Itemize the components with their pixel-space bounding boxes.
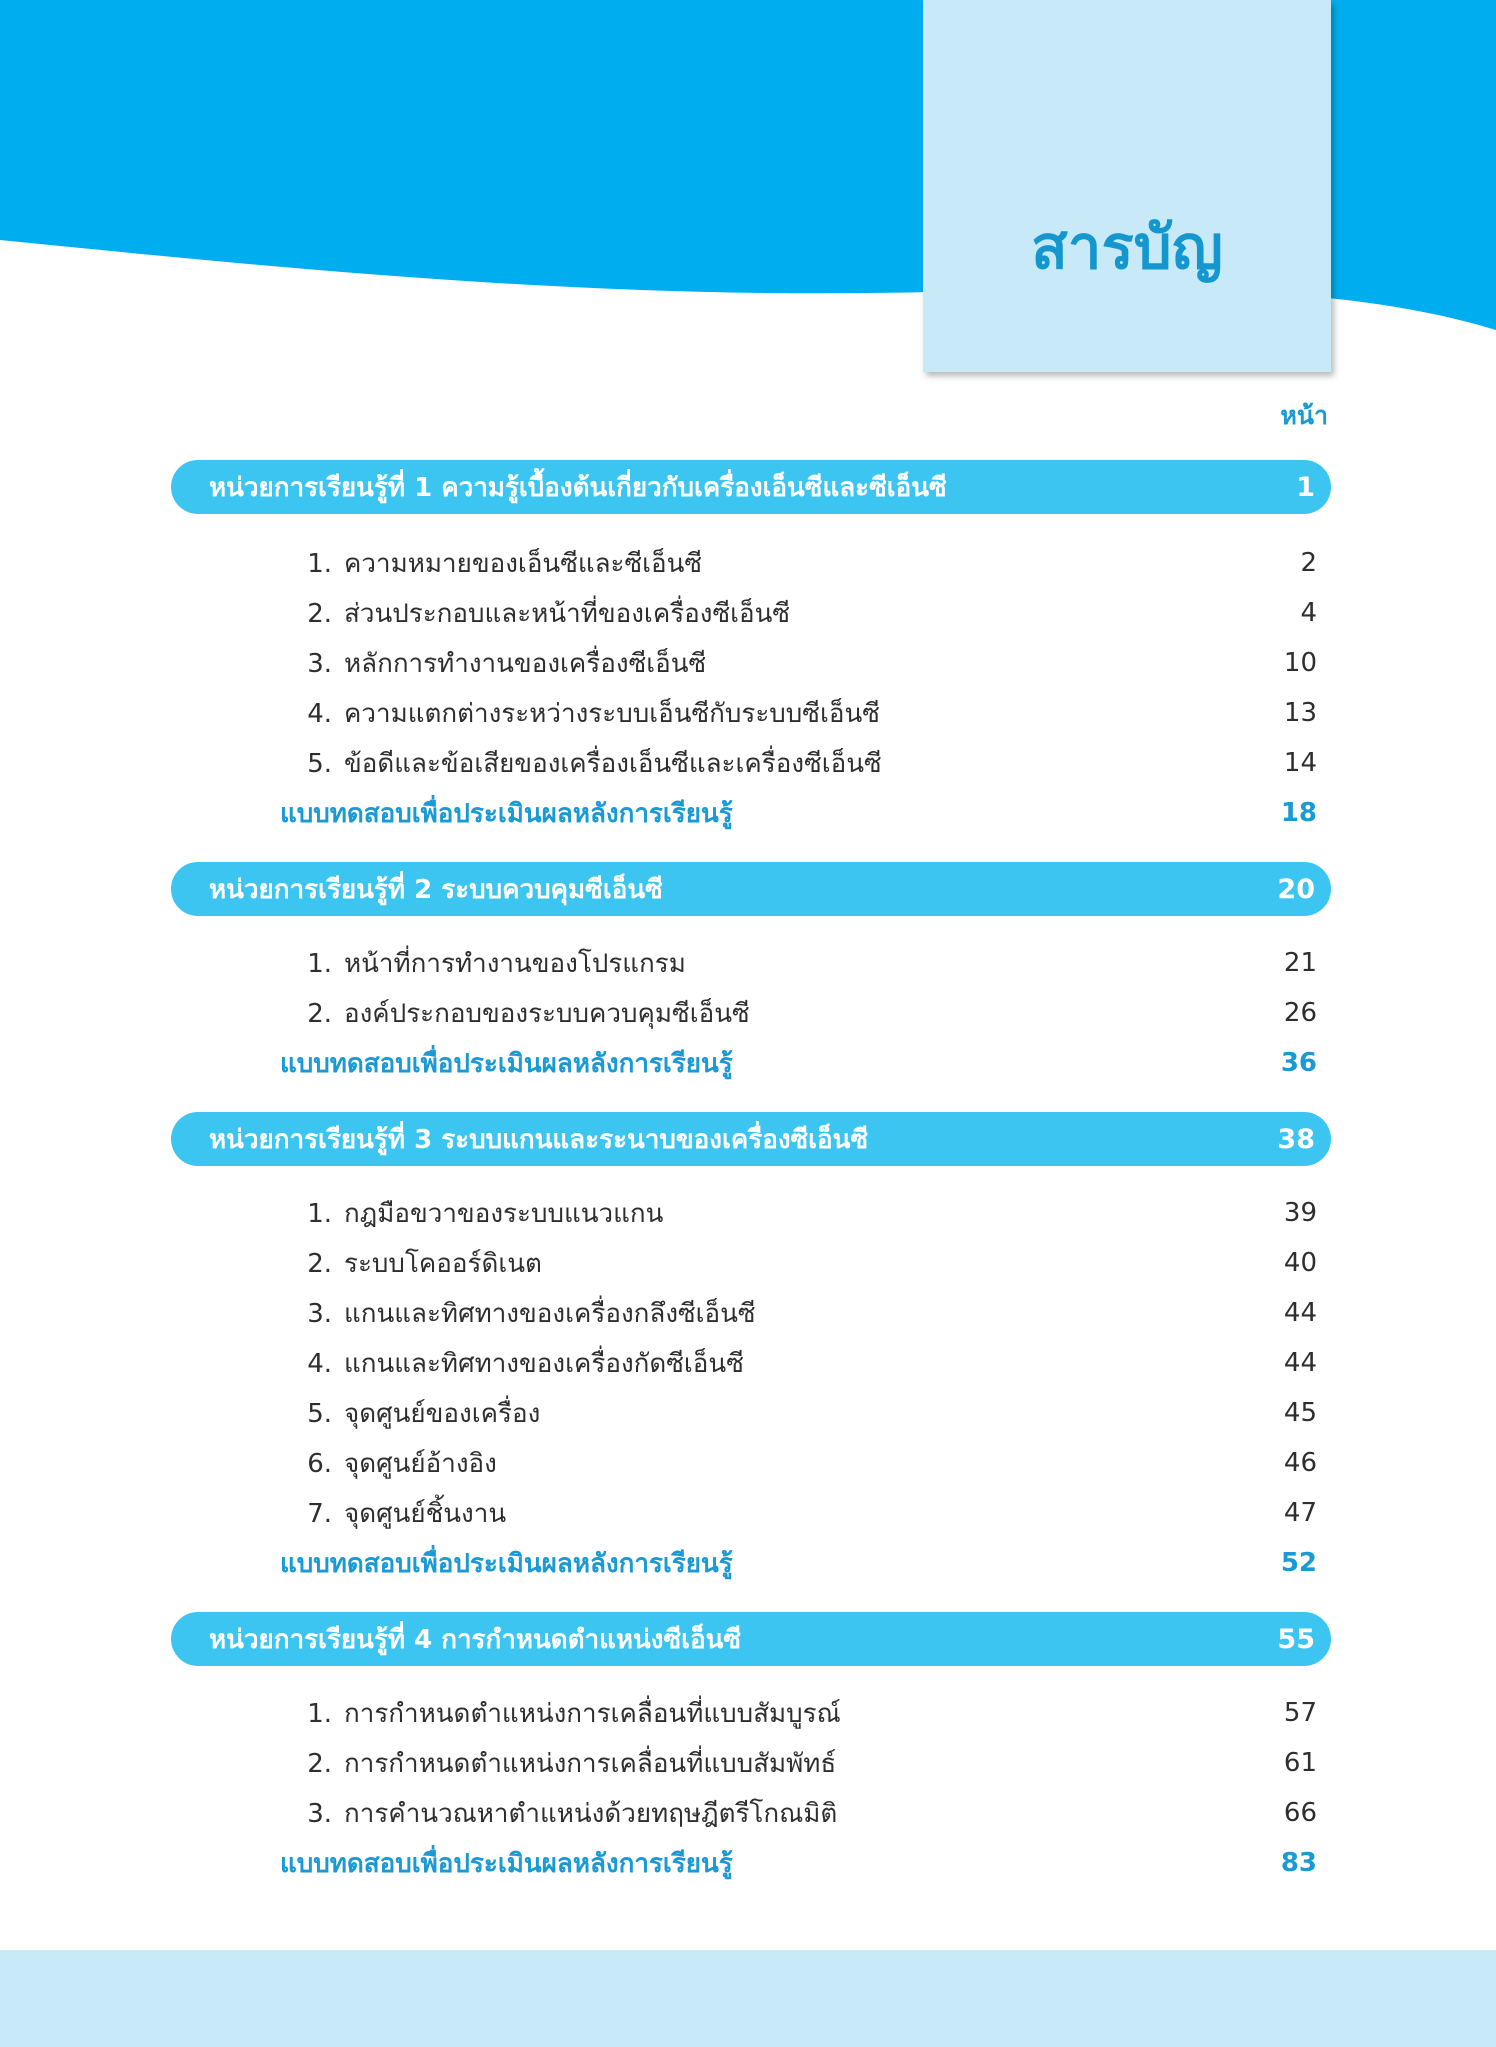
item-text: ความแตกต่างระหว่างระบบเอ็นซีกับระบบซีเอ็นซี [344, 698, 880, 729]
quiz-page: 83 [1280, 1848, 1317, 1878]
toc-item[interactable] [290, 540, 1317, 586]
item-text: ส่วนประกอบและหน้าที่ของเครื่องซีเอ็นซี [344, 598, 791, 629]
item-page: 66 [1283, 1798, 1317, 1828]
page-title: สารบัญ [1031, 213, 1223, 283]
toc-item[interactable] [290, 1740, 1317, 1786]
item-number: 1. [307, 948, 332, 979]
item-number: 5. [307, 748, 332, 779]
item-number: 2. [307, 1748, 332, 1779]
item-page: 39 [1283, 1198, 1317, 1228]
unit-1-header[interactable] [171, 460, 1331, 514]
item-text: ข้อดีและข้อเสียของเครื่องเอ็นซีและเครื่องซีเอ็นซี [344, 748, 882, 779]
item-text: ระบบโคออร์ดิเนต [344, 1248, 542, 1279]
item-number: 1. [307, 1198, 332, 1229]
toc-item[interactable] [290, 1440, 1317, 1486]
item-number: 3. [307, 648, 332, 679]
item-text: หลักการทำงานของเครื่องซีเอ็นซี [344, 648, 707, 679]
toc-item[interactable] [290, 1490, 1317, 1536]
unit-title: หน่วยการเรียนรู้ที่ 1 ความรู้เบื้องต้นเกี่ยวกับเครื่องเอ็นซีและซีเอ็นซี [209, 472, 947, 503]
unit-3-header[interactable] [171, 1112, 1331, 1166]
item-text: การกำหนดตำแหน่งการเคลื่อนที่แบบสัมพัทธ์ [344, 1748, 837, 1779]
item-text: แกนและทิศทางของเครื่องกัดซีเอ็นซี [344, 1348, 744, 1379]
quiz-page: 36 [1280, 1048, 1317, 1078]
toc-item[interactable] [290, 1290, 1317, 1336]
toc-item[interactable] [290, 990, 1317, 1036]
item-page: 13 [1283, 698, 1317, 728]
toc-item[interactable] [290, 1390, 1317, 1436]
item-page: 14 [1283, 748, 1317, 778]
item-text: การกำหนดตำแหน่งการเคลื่อนที่แบบสัมบูรณ์ [344, 1698, 841, 1729]
toc-item[interactable] [290, 1190, 1317, 1236]
toc-item[interactable] [290, 1340, 1317, 1386]
unit-page-number: 20 [1277, 873, 1315, 905]
toc-item[interactable] [290, 1790, 1317, 1836]
unit-page-number: 38 [1277, 1123, 1315, 1155]
toc-item[interactable] [290, 690, 1317, 736]
item-text: องค์ประกอบของระบบควบคุมซีเอ็นซี [344, 998, 750, 1029]
footer-band [0, 1950, 1496, 2047]
quiz-text: แบบทดสอบเพื่อประเมินผลหลังการเรียนรู้ [280, 1048, 733, 1079]
toc-item[interactable] [290, 640, 1317, 686]
item-page: 44 [1283, 1298, 1317, 1328]
item-page: 46 [1283, 1448, 1317, 1478]
item-text: จุดศูนย์ชิ้นงาน [344, 1498, 507, 1529]
unit-page-number: 55 [1277, 1623, 1315, 1655]
item-text: จุดศูนย์อ้างอิง [344, 1448, 497, 1479]
item-number: 4. [307, 698, 332, 729]
item-number: 1. [307, 1698, 332, 1729]
toc-item[interactable] [290, 1240, 1317, 1286]
item-page: 4 [1300, 598, 1317, 628]
quiz-text: แบบทดสอบเพื่อประเมินผลหลังการเรียนรู้ [280, 798, 733, 829]
quiz-page: 52 [1280, 1548, 1317, 1578]
item-text: จุดศูนย์ของเครื่อง [344, 1398, 541, 1429]
quiz-entry[interactable] [280, 790, 1317, 836]
title-box [923, 0, 1331, 372]
item-text: หน้าที่การทำงานของโปรแกรม [344, 948, 686, 979]
page-column-label: หน้า [1280, 401, 1328, 430]
quiz-entry[interactable] [280, 1040, 1317, 1086]
unit-title: หน่วยการเรียนรู้ที่ 2 ระบบควบคุมซีเอ็นซี [209, 874, 663, 905]
item-number: 7. [307, 1498, 332, 1529]
quiz-entry[interactable] [280, 1840, 1317, 1886]
unit-2-header[interactable] [171, 862, 1331, 916]
item-page: 26 [1283, 998, 1317, 1028]
toc-item[interactable] [290, 590, 1317, 636]
item-page: 10 [1283, 648, 1317, 678]
quiz-entry[interactable] [280, 1540, 1317, 1586]
quiz-page: 18 [1280, 798, 1317, 828]
toc-item[interactable] [290, 740, 1317, 786]
unit-title: หน่วยการเรียนรู้ที่ 3 ระบบแกนและระนาบของเครื่องซีเอ็นซี [209, 1124, 869, 1155]
item-page: 57 [1283, 1698, 1317, 1728]
item-number: 6. [307, 1448, 332, 1479]
item-number: 2. [307, 998, 332, 1029]
quiz-text: แบบทดสอบเพื่อประเมินผลหลังการเรียนรู้ [280, 1848, 733, 1879]
item-text: แกนและทิศทางของเครื่องกลึงซีเอ็นซี [344, 1298, 756, 1329]
item-number: 5. [307, 1398, 332, 1429]
unit-page-number: 1 [1296, 471, 1315, 503]
item-page: 47 [1283, 1498, 1317, 1528]
item-page: 61 [1283, 1748, 1317, 1778]
item-number: 3. [307, 1298, 332, 1329]
item-text: กฎมือขวาของระบบแนวแกน [344, 1198, 664, 1229]
item-page: 45 [1283, 1398, 1317, 1428]
item-text: ความหมายของเอ็นซีและซีเอ็นซี [344, 548, 703, 579]
item-number: 2. [307, 1248, 332, 1279]
item-text: การคำนวณหาตำแหน่งด้วยทฤษฎีตรีโกณมิติ [344, 1798, 838, 1829]
item-number: 2. [307, 598, 332, 629]
item-page: 21 [1283, 948, 1317, 978]
item-page: 2 [1300, 548, 1317, 578]
quiz-text: แบบทดสอบเพื่อประเมินผลหลังการเรียนรู้ [280, 1548, 733, 1579]
item-number: 3. [307, 1798, 332, 1829]
toc-item[interactable] [290, 1690, 1317, 1736]
toc-item[interactable] [290, 940, 1317, 986]
unit-title: หน่วยการเรียนรู้ที่ 4 การกำหนดตำแหน่งซีเอ็นซี [209, 1624, 742, 1655]
item-number: 1. [307, 548, 332, 579]
item-page: 44 [1283, 1348, 1317, 1378]
unit-4-header[interactable] [171, 1612, 1331, 1666]
item-page: 40 [1283, 1248, 1317, 1278]
item-number: 4. [307, 1348, 332, 1379]
